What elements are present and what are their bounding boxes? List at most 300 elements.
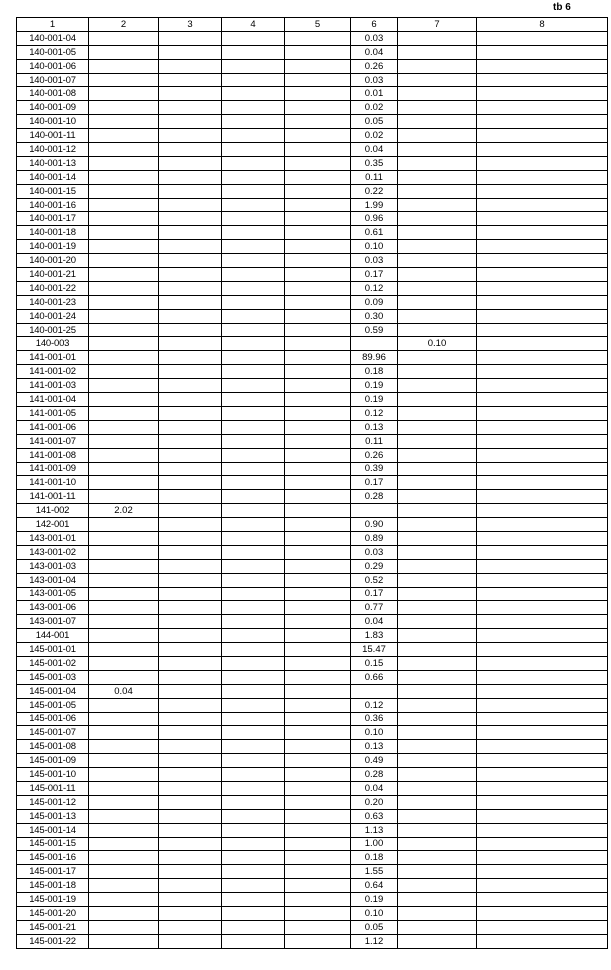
value-cell-col-3: [159, 490, 222, 504]
value-cell-col-2: [89, 865, 159, 879]
value-cell-col-7: [398, 531, 477, 545]
value-cell-col-3: [159, 643, 222, 657]
row-code-cell: 145-001-03: [17, 670, 89, 684]
value-cell-col-7: [398, 754, 477, 768]
table-row: [17, 670, 608, 684]
value-cell-col-5: [285, 295, 351, 309]
value-cell-col-8: [477, 920, 608, 934]
row-code-cell: 145-001-15: [17, 837, 89, 851]
value-cell-col-3: [159, 87, 222, 101]
value-cell-col-8: [477, 643, 608, 657]
table-row: [17, 587, 608, 601]
value-cell-col-7: [398, 698, 477, 712]
value-cell-col-3: [159, 351, 222, 365]
value-cell-col-5: [285, 629, 351, 643]
value-cell-col-5: [285, 907, 351, 921]
value-cell-col-3: [159, 545, 222, 559]
value-cell-col-7: [398, 365, 477, 379]
value-cell-col-7: [398, 226, 477, 240]
value-cell-col-7: [398, 587, 477, 601]
value-cell-col-4: [222, 476, 285, 490]
row-code-cell: 145-001-19: [17, 893, 89, 907]
value-cell-col-3: [159, 198, 222, 212]
row-code-cell: 143-001-03: [17, 559, 89, 573]
value-cell-col-2: [89, 101, 159, 115]
value-cell-col-4: [222, 406, 285, 420]
value-cell-col-7: [398, 559, 477, 573]
value-cell-col-3: [159, 726, 222, 740]
value-cell-col-6: 0.64: [351, 879, 398, 893]
value-cell-col-8: [477, 406, 608, 420]
value-cell-col-4: [222, 615, 285, 629]
value-cell-col-5: [285, 254, 351, 268]
header-row: [17, 18, 608, 32]
value-cell-col-6: 0.90: [351, 518, 398, 532]
value-cell-col-2: [89, 879, 159, 893]
value-cell-col-5: [285, 309, 351, 323]
value-cell-col-6: 1.13: [351, 823, 398, 837]
value-cell-col-4: [222, 295, 285, 309]
value-cell-col-5: [285, 101, 351, 115]
value-cell-col-7: [398, 573, 477, 587]
row-code-cell: 145-001-20: [17, 907, 89, 921]
value-cell-col-6: 1.55: [351, 865, 398, 879]
value-cell-col-6: 0.01: [351, 87, 398, 101]
value-cell-col-8: [477, 934, 608, 948]
value-cell-col-6: 0.26: [351, 59, 398, 73]
value-cell-col-8: [477, 156, 608, 170]
value-cell-col-8: [477, 518, 608, 532]
value-cell-col-4: [222, 45, 285, 59]
value-cell-col-3: [159, 115, 222, 129]
value-cell-col-3: [159, 45, 222, 59]
value-cell-col-8: [477, 768, 608, 782]
table-row: [17, 781, 608, 795]
value-cell-col-6: 0.59: [351, 323, 398, 337]
value-cell-col-7: [398, 379, 477, 393]
value-cell-col-2: [89, 87, 159, 101]
value-cell-col-4: [222, 379, 285, 393]
value-cell-col-4: [222, 907, 285, 921]
value-cell-col-2: 0.04: [89, 684, 159, 698]
value-cell-col-2: [89, 476, 159, 490]
value-cell-col-7: [398, 851, 477, 865]
value-cell-col-8: [477, 754, 608, 768]
value-cell-col-6: 0.17: [351, 587, 398, 601]
value-cell-col-3: [159, 226, 222, 240]
value-cell-col-2: [89, 490, 159, 504]
value-cell-col-2: [89, 420, 159, 434]
row-code-cell: 145-001-09: [17, 754, 89, 768]
value-cell-col-4: [222, 448, 285, 462]
value-cell-col-5: [285, 323, 351, 337]
value-cell-col-2: [89, 573, 159, 587]
row-code-cell: 141-001-04: [17, 393, 89, 407]
value-cell-col-6: 0.12: [351, 698, 398, 712]
value-cell-col-6: 0.12: [351, 281, 398, 295]
row-code-cell: 140-001-14: [17, 170, 89, 184]
value-cell-col-6: 0.63: [351, 809, 398, 823]
value-cell-col-7: [398, 87, 477, 101]
value-cell-col-8: [477, 795, 608, 809]
table-row: [17, 365, 608, 379]
value-cell-col-5: [285, 781, 351, 795]
value-cell-col-2: 2.02: [89, 504, 159, 518]
value-cell-col-5: [285, 545, 351, 559]
table-row: [17, 198, 608, 212]
value-cell-col-5: [285, 281, 351, 295]
value-cell-col-8: [477, 73, 608, 87]
value-cell-col-4: [222, 73, 285, 87]
value-cell-col-8: [477, 851, 608, 865]
value-cell-col-5: [285, 170, 351, 184]
value-cell-col-6: 0.30: [351, 309, 398, 323]
value-cell-col-4: [222, 309, 285, 323]
value-cell-col-8: [477, 740, 608, 754]
value-cell-col-5: [285, 87, 351, 101]
value-cell-col-6: 0.22: [351, 184, 398, 198]
value-cell-col-7: [398, 143, 477, 157]
value-cell-col-8: [477, 31, 608, 45]
value-cell-col-7: [398, 726, 477, 740]
value-cell-col-3: [159, 476, 222, 490]
value-cell-col-8: [477, 101, 608, 115]
row-code-cell: 140-001-06: [17, 59, 89, 73]
value-cell-col-2: [89, 712, 159, 726]
value-cell-col-2: [89, 837, 159, 851]
value-cell-col-4: [222, 365, 285, 379]
table-row: [17, 629, 608, 643]
value-cell-col-5: [285, 73, 351, 87]
value-cell-col-2: [89, 212, 159, 226]
table-row: [17, 726, 608, 740]
row-code-cell: 140-001-17: [17, 212, 89, 226]
value-cell-col-6: 0.89: [351, 531, 398, 545]
value-cell-col-7: [398, 934, 477, 948]
row-code-cell: 140-001-05: [17, 45, 89, 59]
value-cell-col-5: [285, 865, 351, 879]
table-row: [17, 129, 608, 143]
value-cell-col-8: [477, 184, 608, 198]
row-code-cell: 145-001-21: [17, 920, 89, 934]
value-cell-col-4: [222, 268, 285, 282]
table-row: [17, 309, 608, 323]
value-cell-col-4: [222, 740, 285, 754]
value-cell-col-7: [398, 434, 477, 448]
value-cell-col-8: [477, 281, 608, 295]
row-code-cell: 145-001-02: [17, 656, 89, 670]
row-code-cell: 140-001-09: [17, 101, 89, 115]
table-row: [17, 531, 608, 545]
value-cell-col-2: [89, 615, 159, 629]
value-cell-col-2: [89, 254, 159, 268]
value-cell-col-3: [159, 309, 222, 323]
value-cell-col-7: [398, 198, 477, 212]
value-cell-col-6: 0.09: [351, 295, 398, 309]
table-row: [17, 31, 608, 45]
value-cell-col-4: [222, 934, 285, 948]
value-cell-col-5: [285, 434, 351, 448]
value-cell-col-8: [477, 879, 608, 893]
value-cell-col-7: [398, 740, 477, 754]
value-cell-col-5: [285, 615, 351, 629]
value-cell-col-4: [222, 698, 285, 712]
value-cell-col-2: [89, 768, 159, 782]
column-header-2: 2: [89, 18, 159, 32]
table-row: [17, 420, 608, 434]
row-code-cell: 145-001-17: [17, 865, 89, 879]
table-row: [17, 879, 608, 893]
value-cell-col-4: [222, 434, 285, 448]
value-cell-col-5: [285, 462, 351, 476]
value-cell-col-5: [285, 420, 351, 434]
table-row: [17, 684, 608, 698]
table-row: [17, 184, 608, 198]
value-cell-col-8: [477, 351, 608, 365]
value-cell-col-2: [89, 587, 159, 601]
value-cell-col-4: [222, 768, 285, 782]
row-code-cell: 140-001-10: [17, 115, 89, 129]
row-code-cell: 143-001-05: [17, 587, 89, 601]
value-cell-col-7: [398, 420, 477, 434]
value-cell-col-5: [285, 212, 351, 226]
value-cell-col-4: [222, 184, 285, 198]
value-cell-col-4: [222, 656, 285, 670]
value-cell-col-3: [159, 851, 222, 865]
value-cell-col-2: [89, 434, 159, 448]
value-cell-col-8: [477, 337, 608, 351]
table-row: [17, 601, 608, 615]
row-code-cell: 140-003: [17, 337, 89, 351]
value-cell-col-7: [398, 448, 477, 462]
value-cell-col-5: [285, 643, 351, 657]
value-cell-col-4: [222, 726, 285, 740]
value-cell-col-4: [222, 212, 285, 226]
value-cell-col-2: [89, 740, 159, 754]
row-code-cell: 143-001-02: [17, 545, 89, 559]
value-cell-col-5: [285, 393, 351, 407]
value-cell-col-4: [222, 809, 285, 823]
value-cell-col-5: [285, 573, 351, 587]
value-cell-col-7: [398, 865, 477, 879]
value-cell-col-8: [477, 268, 608, 282]
value-cell-col-8: [477, 365, 608, 379]
value-cell-col-8: [477, 490, 608, 504]
table-row: [17, 615, 608, 629]
value-cell-col-5: [285, 879, 351, 893]
value-cell-col-2: [89, 143, 159, 157]
value-cell-col-6: 0.36: [351, 712, 398, 726]
value-cell-col-4: [222, 545, 285, 559]
value-cell-col-3: [159, 615, 222, 629]
value-cell-col-7: [398, 115, 477, 129]
value-cell-col-7: [398, 476, 477, 490]
value-cell-col-7: [398, 212, 477, 226]
value-cell-col-4: [222, 754, 285, 768]
value-cell-col-8: [477, 226, 608, 240]
row-code-cell: 141-001-06: [17, 420, 89, 434]
row-code-cell: 145-001-10: [17, 768, 89, 782]
value-cell-col-3: [159, 601, 222, 615]
row-code-cell: 145-001-08: [17, 740, 89, 754]
value-cell-col-3: [159, 809, 222, 823]
table-row: [17, 59, 608, 73]
value-cell-col-8: [477, 865, 608, 879]
value-cell-col-8: [477, 212, 608, 226]
value-cell-col-3: [159, 393, 222, 407]
column-header-6: 6: [351, 18, 398, 32]
value-cell-col-3: [159, 768, 222, 782]
value-cell-col-2: [89, 462, 159, 476]
row-code-cell: 145-001-14: [17, 823, 89, 837]
value-cell-col-5: [285, 684, 351, 698]
row-code-cell: 140-001-24: [17, 309, 89, 323]
value-cell-col-3: [159, 907, 222, 921]
row-code-cell: 145-001-16: [17, 851, 89, 865]
value-cell-col-6: 0.04: [351, 45, 398, 59]
column-header-1: 1: [17, 18, 89, 32]
value-cell-col-7: [398, 254, 477, 268]
value-cell-col-7: [398, 170, 477, 184]
value-cell-col-2: [89, 379, 159, 393]
value-cell-col-2: [89, 643, 159, 657]
value-cell-col-5: [285, 226, 351, 240]
value-cell-col-2: [89, 337, 159, 351]
value-cell-col-4: [222, 420, 285, 434]
value-cell-col-8: [477, 823, 608, 837]
value-cell-col-3: [159, 129, 222, 143]
value-cell-col-5: [285, 768, 351, 782]
table-row: [17, 393, 608, 407]
value-cell-col-3: [159, 518, 222, 532]
row-code-cell: 140-001-07: [17, 73, 89, 87]
value-cell-col-4: [222, 893, 285, 907]
table-row: [17, 268, 608, 282]
value-cell-col-7: [398, 545, 477, 559]
row-code-cell: 140-001-15: [17, 184, 89, 198]
value-cell-col-3: [159, 754, 222, 768]
row-code-cell: 140-001-22: [17, 281, 89, 295]
value-cell-col-7: [398, 768, 477, 782]
value-cell-col-4: [222, 573, 285, 587]
table-row: [17, 337, 608, 351]
value-cell-col-6: 0.03: [351, 73, 398, 87]
value-cell-col-7: [398, 351, 477, 365]
value-cell-col-6: 0.05: [351, 115, 398, 129]
value-cell-col-6: 0.52: [351, 573, 398, 587]
value-cell-col-3: [159, 143, 222, 157]
value-cell-col-7: [398, 795, 477, 809]
table-row: [17, 295, 608, 309]
value-cell-col-8: [477, 531, 608, 545]
value-cell-col-3: [159, 240, 222, 254]
value-cell-col-5: [285, 448, 351, 462]
value-cell-col-6: 0.03: [351, 31, 398, 45]
value-cell-col-3: [159, 295, 222, 309]
table-row: [17, 768, 608, 782]
value-cell-col-6: 0.02: [351, 129, 398, 143]
row-code-cell: 145-001-06: [17, 712, 89, 726]
table-row: [17, 837, 608, 851]
value-cell-col-2: [89, 184, 159, 198]
value-cell-col-5: [285, 379, 351, 393]
page-label: tb 6: [553, 2, 571, 13]
value-cell-col-7: [398, 323, 477, 337]
value-cell-col-6: [351, 337, 398, 351]
value-cell-col-6: 1.12: [351, 934, 398, 948]
value-cell-col-3: [159, 920, 222, 934]
value-cell-col-4: [222, 712, 285, 726]
value-cell-col-2: [89, 907, 159, 921]
value-cell-col-8: [477, 87, 608, 101]
value-cell-col-3: [159, 31, 222, 45]
table-row: [17, 490, 608, 504]
value-cell-col-4: [222, 490, 285, 504]
value-cell-col-7: 0.10: [398, 337, 477, 351]
value-cell-col-6: 0.35: [351, 156, 398, 170]
value-cell-col-6: 0.02: [351, 101, 398, 115]
value-cell-col-5: [285, 531, 351, 545]
value-cell-col-6: 0.04: [351, 143, 398, 157]
table-row: [17, 795, 608, 809]
value-cell-col-3: [159, 379, 222, 393]
value-cell-col-4: [222, 559, 285, 573]
value-cell-col-6: 0.28: [351, 768, 398, 782]
value-cell-col-4: [222, 198, 285, 212]
table-row: [17, 45, 608, 59]
value-cell-col-6: 0.05: [351, 920, 398, 934]
value-cell-col-6: 0.77: [351, 601, 398, 615]
value-cell-col-2: [89, 115, 159, 129]
value-cell-col-5: [285, 45, 351, 59]
value-cell-col-8: [477, 559, 608, 573]
value-cell-col-4: [222, 531, 285, 545]
value-cell-col-7: [398, 462, 477, 476]
value-cell-col-5: [285, 476, 351, 490]
value-cell-col-5: [285, 726, 351, 740]
value-cell-col-7: [398, 101, 477, 115]
row-code-cell: 145-001-12: [17, 795, 89, 809]
table-row: [17, 643, 608, 657]
row-code-cell: 141-002: [17, 504, 89, 518]
value-cell-col-6: 0.17: [351, 268, 398, 282]
value-cell-col-2: [89, 934, 159, 948]
value-cell-col-7: [398, 504, 477, 518]
table-row: [17, 934, 608, 948]
table-row: [17, 740, 608, 754]
value-cell-col-2: [89, 559, 159, 573]
value-cell-col-2: [89, 351, 159, 365]
row-code-cell: 144-001: [17, 629, 89, 643]
value-cell-col-5: [285, 504, 351, 518]
value-cell-col-8: [477, 809, 608, 823]
value-cell-col-6: 0.49: [351, 754, 398, 768]
value-cell-col-6: 0.26: [351, 448, 398, 462]
table-row: [17, 559, 608, 573]
value-cell-col-7: [398, 920, 477, 934]
value-cell-col-3: [159, 698, 222, 712]
value-cell-col-2: [89, 670, 159, 684]
value-cell-col-6: 1.83: [351, 629, 398, 643]
value-cell-col-3: [159, 212, 222, 226]
value-cell-col-5: [285, 240, 351, 254]
value-cell-col-3: [159, 337, 222, 351]
value-cell-col-4: [222, 462, 285, 476]
value-cell-col-8: [477, 573, 608, 587]
value-cell-col-2: [89, 73, 159, 87]
value-cell-col-7: [398, 156, 477, 170]
value-cell-col-2: [89, 601, 159, 615]
